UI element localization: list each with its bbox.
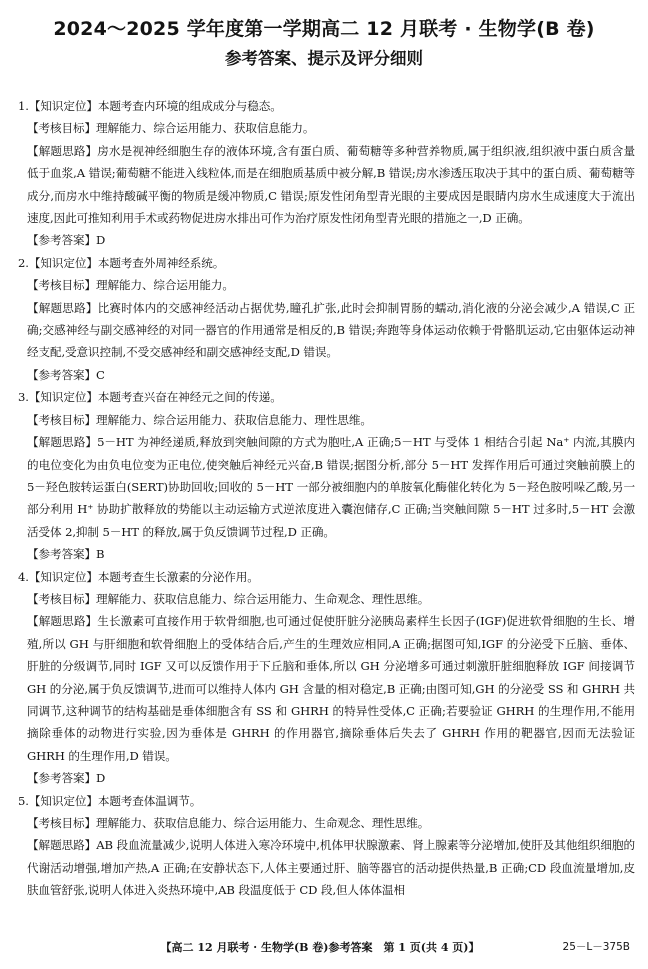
q4-explanation: 【解题思路】生长激素可直接作用于软骨细胞,也可通过促使肝脏分泌胰岛素样生长因子(IGF)促进软骨细胞的生长、增殖,所以 GH 与肝细胞和软骨细胞上的受体结合后,产生的生理效应相同,A 正确;据图可知,IGF 的分泌受下丘脑、垂体、肝脏的分级调节,同时 IGF 又可以反馈作用于下丘脑和垂体,所以 GH 分泌增多可通过刺激肝脏细胞释放 IGF 间接调节 GH 的分泌,属于负反馈调节,进而可以维持人体内 GH 含量的相对稳定,B 正确;由图可知,GH 的分泌受 SS 和 GHRH 共同调节,这种调节的结构基础是垂体细胞含有 SS 和 GHRH 的特异性受体,C 正确;若要验证 GHRH 的生理作用,不能用摘除垂体的动物进行实验,因为垂体是 GHRH 的作用器官,摘除垂体后失去了 GHRH 作用的靶器官,因而无法验证 GHRH 的生理作用,D 错误。 (27, 614, 635, 763)
q4-knowledge: 4.【知识定位】本题考查生长激素的分泌作用。 (18, 569, 259, 584)
q1-explanation: 【解题思路】房水是视神经细胞生存的液体环境,含有蛋白质、葡萄糖等多种营养物质,属于组织液,组织液中蛋白质含量低于血浆,A 错误;葡萄糖不能进入线粒体,而是在细胞质基质中被分解,B 错误;房水渗透压取决于其中的蛋白质、葡萄糖等成分,而房水中维持酸碱平衡的物质是缓冲物质,C 错误;原发性闭角型青光眼的主要成因是眼睛内房水生成速度大于流出速度,因此可推知利用手术或药物促进房水排出可作为治疗原发性闭角型青光眼的措施之一,D 正确。 (27, 143, 635, 226)
q1-knowledge: 1.【知识定位】本题考查内环境的组成成分与稳态。 (18, 99, 282, 113)
footer-code: 25－L－375B (562, 941, 630, 953)
q2-answer: 【参考答案】C (27, 367, 105, 382)
page-subtitle: 参考答案、提示及评分细则 (225, 49, 423, 68)
page-footer (0, 939, 648, 955)
footer-page-info: 【高二 12 月联考 · 生物学(B 卷)参考答案 第 1 页(共 4 页)】 (160, 941, 480, 954)
q4-objective: 【考核目标】理解能力、获取信息能力、综合运用能力、生命观念、理性思维。 (27, 591, 430, 606)
q5-knowledge: 5.【知识定位】本题考查体温调节。 (18, 793, 202, 808)
page-title: 2024～2025 学年度第一学期高二 12 月联考 · 生物学(B 卷) (53, 18, 595, 40)
q4-answer: 【参考答案】D (27, 771, 106, 786)
q2-objective: 【考核目标】理解能力、综合运用能力。 (27, 278, 234, 293)
q2-explanation: 【解题思路】比赛时体内的交感神经活动占据优势,瞳孔扩张,此时会抑制胃肠的蠕动,消化液的分泌会减少,A 错误,C 正确;交感神经与副交感神经的对同一器官的作用通常是相反的,B 错误;奔跑等身体运动依赖于骨骼肌运动,它由躯体运动神经支配,受意识控制,不受交感神经和副交感神经支配,D 错误。 (27, 300, 635, 360)
q1-objective: 【考核目标】理解能力、综合运用能力、获取信息能力。 (27, 121, 315, 136)
q1-answer: 【参考答案】D (27, 233, 106, 248)
answer-content (18, 95, 635, 902)
q3-explanation: 【解题思路】5－HT 为神经递质,释放到突触间隙的方式为胞吐,A 正确;5－HT 与受体 1 相结合引起 Na⁺ 内流,其膜内的电位变化为由负电位变为正电位,使突触后神经元兴奋,B 错误;据图分析,部分 5－HT 发挥作用后可通过突触前膜上的 5－羟色胺转运蛋白(SERT)协助回收;回收的 5－HT 一部分被细胞内的单胺氧化酶催化转化为 5－羟色胺吲哚乙酸,另一部分利用 H⁺ 协助扩散释放的势能以主动运输方式逆浓度进入囊泡储存,C 正确;当突触间隙 5－HT 过多时,5－HT 会激活受体 2,抑制 5－HT 的释放,属于负反馈调节过程,D 正确。 (27, 435, 635, 539)
q5-explanation: 【解题思路】AB 段血流量减少,说明人体进入寒冷环境中,机体甲状腺激素、肾上腺素等分泌增加,使肝及其他组织细胞的代谢活动增强,增加产热,A 正确;在安静状态下,人体主要通过肝、脑等器官的活动提供热量,B 正确;CD 段血流量增加,皮肤血管舒张,说明人体进入炎热环境中,AB 段温度低于 CD 段,但人体体温相 (27, 838, 635, 898)
q2-knowledge: 2.【知识定位】本题考查外周神经系统。 (18, 255, 225, 270)
q3-answer: 【参考答案】B (27, 547, 105, 562)
q5-objective: 【考核目标】理解能力、获取信息能力、综合运用能力、生命观念、理性思维。 (27, 816, 430, 830)
q3-objective: 【考核目标】理解能力、综合运用能力、获取信息能力、理性思维。 (27, 412, 372, 427)
q3-knowledge: 3.【知识定位】本题考查兴奋在神经元之间的传递。 (18, 390, 282, 405)
